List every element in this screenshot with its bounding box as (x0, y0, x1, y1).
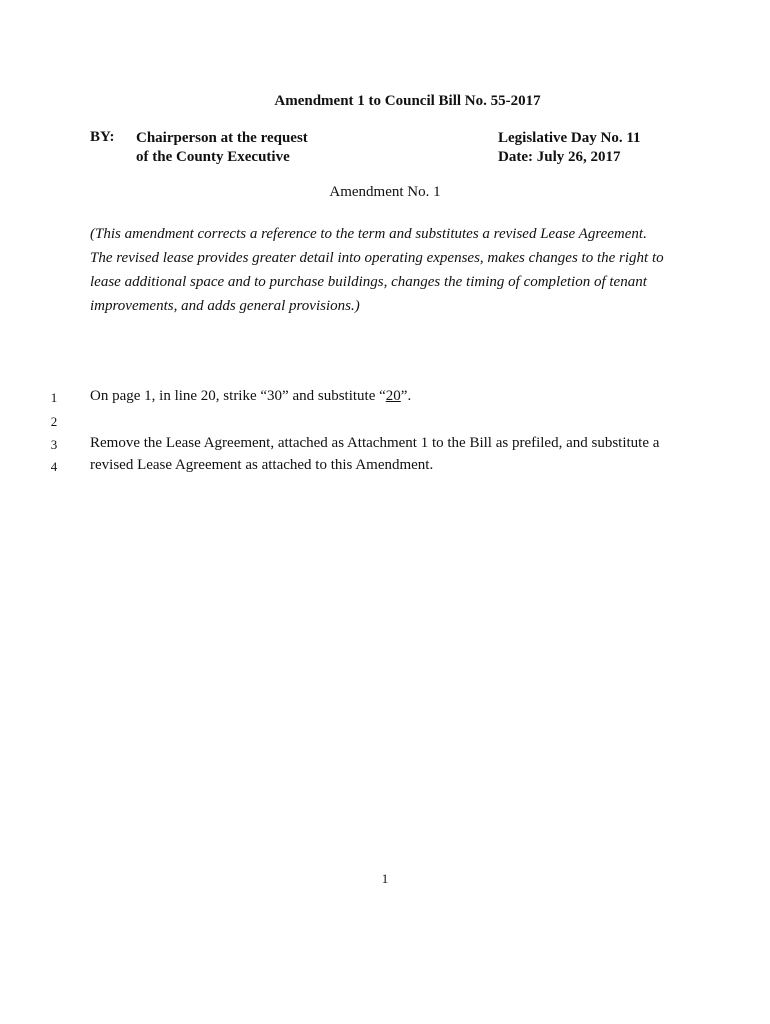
amendment-summary (90, 222, 690, 318)
summary-line: improvements, and adds general provisions.) (90, 298, 360, 314)
underlined-substitution: 20 (385, 388, 401, 404)
sponsor-line-1: Chairperson at the request (136, 130, 308, 146)
line-text (90, 388, 411, 405)
amendment-number: Amendment No. 1 (329, 184, 441, 200)
summary-line: The revised lease provides greater detail into operating expenses, makes changes to the right to (90, 250, 664, 266)
summary-line: (This amendment corrects a reference to the term and substitutes a revised Lease Agreement. (90, 226, 647, 242)
by-label: BY: (90, 129, 115, 145)
line-number: 3 (50, 437, 58, 452)
document-title: Amendment 1 to Council Bill No. 55-2017 (274, 93, 541, 109)
page-number: 1 (381, 871, 389, 886)
sponsor-block (136, 129, 308, 167)
summary-line: lease additional space and to purchase buildings, changes the timing of completion of tenant (90, 274, 647, 290)
line-number: 2 (50, 414, 58, 429)
line-text-part: On page 1, in line 20, strike “30” and substitute “ (90, 388, 386, 404)
legislative-day: Legislative Day No. 11 (498, 130, 641, 146)
meta-block (498, 129, 641, 167)
line-text: revised Lease Agreement as attached to this Amendment. (90, 457, 434, 473)
line-text: Remove the Lease Agreement, attached as Attachment 1 to the Bill as prefiled, and substitute a (90, 435, 660, 451)
line-number: 4 (50, 459, 58, 474)
line-text-part: ”. (400, 388, 412, 404)
sponsor-line-2: of the County Executive (136, 149, 290, 165)
line-number: 1 (50, 390, 58, 405)
date-line: Date: July 26, 2017 (498, 149, 621, 165)
